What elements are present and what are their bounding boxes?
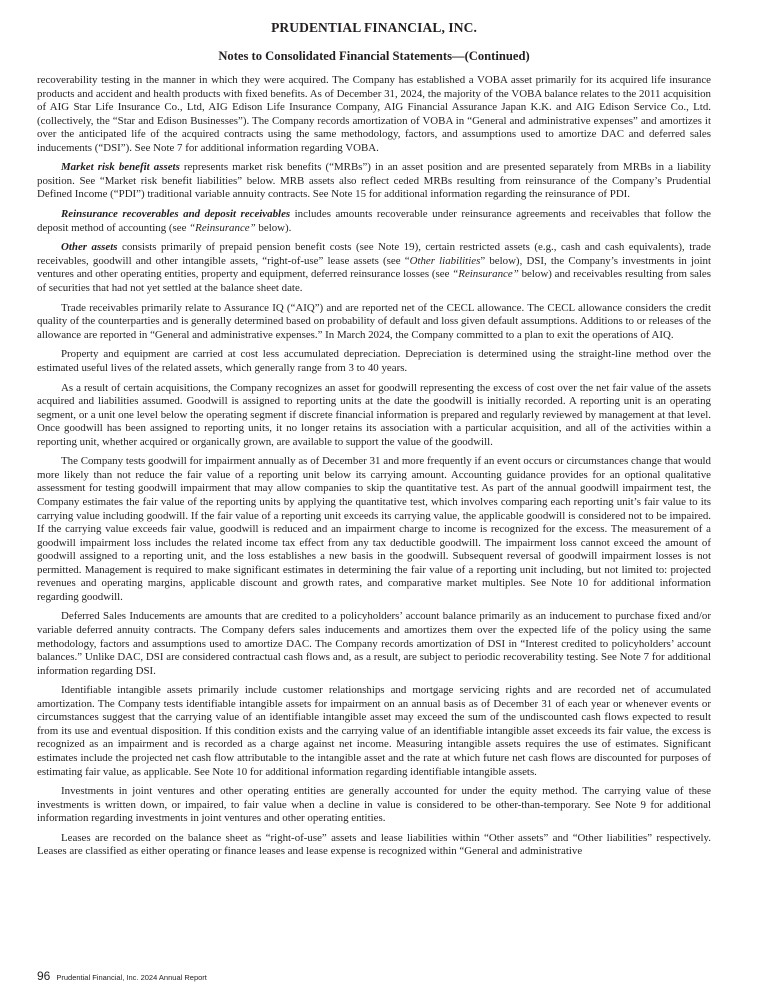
paragraph-trade-receivables xyxy=(37,302,711,343)
paragraph-text: Trade receivables primarily relate to Assurance IQ (“AIQ”) and are reported net of the CECL allowance. The CECL allowance considers the credit quality of the counterparties and is generally determined based on probability of default and loss given default assumptions. Additions to or releases of the allowance are reported in “General and administrative expenses.” In March 2024, the Company committed to a plan to exit the operations of AIQ. xyxy=(37,301,711,341)
cross-reference: “Reinsurance” xyxy=(452,268,519,281)
paragraph-text: below). xyxy=(255,221,292,234)
paragraph-text: Identifiable intangible assets primarily include customer relationships and mortgage servicing rights and are recorded net of accumulated amortization. The Company tests identifiable intangible assets for impairment on an annual basis as of December 31 of each year or whenever events or circumstances suggest that the carrying value of an identifiable intangible asset may exceed the sum of the undiscounted cash flows expected to result from its use and eventual disposition. If this condition exists and the carrying value of an identifiable intangible asset exceeds its fair value, the excess is recognized as an impairment and is recorded as a charge against net income. Measuring intangible assets requires the use of estimates. Significant estimates include the projected net cash flow attributable to the intangible asset and the rate at which future net cash flows are discounted for purposes of estimating fair value, as applicable. See Note 10 for additional information regarding identifiable intangible assets. xyxy=(37,684,711,778)
paragraph-property-equipment xyxy=(37,348,711,375)
paragraph-joint-ventures xyxy=(37,785,711,826)
section-subtitle: Notes to Consolidated Financial Statements—(Continued) xyxy=(218,49,530,63)
paragraph-reinsurance-recoverables xyxy=(37,208,711,235)
paragraph-text: Leases are recorded on the balance sheet as “right-of-use” assets and lease liabilities within “Other assets” and “Other liabilities” respectively. Leases are classified as either operating or finance leases and lease expense is recognized within “General and administrative xyxy=(37,831,711,858)
page-number: 96 xyxy=(37,969,51,983)
paragraph-text: below) and receivables resulting from sales of securities that had not yet settled at the balance sheet date. xyxy=(37,268,711,294)
cross-reference: Other liabilities xyxy=(409,254,481,267)
paragraph-text: includes amounts recoverable under reinsurance agreements and receivables that follow the deposit method of accounting (see xyxy=(37,208,711,234)
defined-term: Reinsurance recoverables and deposit receivables xyxy=(61,208,291,221)
cross-reference: “Reinsurance” xyxy=(189,221,256,234)
defined-term: Market risk benefit assets xyxy=(61,161,180,174)
paragraph-text: As a result of certain acquisitions, the Company recognizes an asset for goodwill representing the excess of cost over the net fair value of the assets acquired and liabilities assumed. Goodwill is assigned to reporting units at the date the goodwill is initially recorded. A reporting unit is an operating segment, or a unit one level below the operating segment if discrete financial information is prepared and regularly reviewed by management at that level. Once goodwill has been assigned to reporting units, it no longer retains its association with a particular acquisition, and all of the activities within a reporting unit, whether acquired or organically grown, are available to support the value of the goodwill. xyxy=(37,381,711,448)
report-title: Prudential Financial, Inc. 2024 Annual Report xyxy=(56,973,207,982)
paragraph-text: recoverability testing in the manner in which they were acquired. The Company has established a VOBA asset primarily for its acquired life insurance products and accident and health products with fixed benefits. As of December 31, 2024, the majority of the VOBA balance relates to the 2011 acquisition of AIG Star Life Insurance Co., Ltd, AIG Edison Life Insurance Company, AIG Financial Assurance Japan K.K. and AIG Edison Service Co., Ltd. (collectively, the “Star and Edison Businesses”). The Company records amortization of VOBA in “General and administrative expenses” and amortizes it over the anticipated life of the acquired contracts using the same methodology, factors, and assumptions used to amortize DAC and deferred sales inducements (“DSI”). See Note 7 for additional information regarding VOBA. xyxy=(37,74,711,154)
page-footer xyxy=(37,967,207,985)
paragraph-text: represents market risk benefits (“MRBs”) in an asset position and are presented separately from MRBs in a liability position. See “Market risk benefit liabilities” below. MRB assets also reflect ceded MRBs resulting from reinsurance of the Company’s Prudential Defined Income (“PDI”) traditional variable annuity contracts. See Note 15 for additional information regarding the reinsurance of PDI. xyxy=(37,161,711,201)
paragraph-voba xyxy=(37,74,711,155)
paragraph-goodwill-impairment xyxy=(37,455,711,604)
paragraph-other-assets xyxy=(37,241,711,295)
document-body xyxy=(37,74,711,865)
paragraph-goodwill xyxy=(37,382,711,450)
paragraph-market-risk-benefit-assets xyxy=(37,161,711,202)
paragraph-deferred-sales-inducements xyxy=(37,610,711,678)
company-name-heading: PRUDENTIAL FINANCIAL, INC. xyxy=(271,20,477,35)
defined-term: Other assets xyxy=(61,241,118,254)
paragraph-text: The Company tests goodwill for impairment annually as of December 31 and more frequently if an event occurs or circumstances change that would more likely than not reduce the fair value of a reporting unit below its carrying amount. Accounting guidance provides for an optional qualitative assessment for testing goodwill impairment that may allow companies to skip the quantitative test. As part of the annual goodwill impairment test, the Company estimates the fair value of the reporting units by applying the quantitative test, which involves comparing each reporting unit’s fair value to its carrying value including goodwill. If the fair value of a reporting unit exceeds its carrying value, the applicable goodwill is considered not to be impaired. If the carrying value exceeds fair value, goodwill is reduced and an impairment charge to income is recognized for the excess. The measurement of a goodwill impairment loss includes the related income tax effect from any tax deductible goodwill. The impairment loss cannot exceed the amount of goodwill assigned to a reporting unit, and the loss establishes a new basis in the goodwill. Subsequent reversal of goodwill impairment losses is not permitted. Management is required to make significant estimates in determining the fair value of a reporting unit including, but not limited to: projected revenues and operating margins, applicable discount and growth rates, and comparative market multiples. See Note 10 for additional information regarding goodwill. xyxy=(37,455,711,603)
paragraph-text: ” below), DSI, the Company’s investments in joint ventures and other operating entities, property and equipment, deferred reinsurance losses (see xyxy=(37,254,711,281)
paragraph-text: Deferred Sales Inducements are amounts that are credited to a policyholders’ account balance primarily as an inducement to purchase fixed and/or variable deferred annuity contracts. The Company defers sales inducements and amortizes them over the expected life of the policy using the same methodology, factors and assumptions used to amortize DAC. The Company records amortization of DSI in “Interest credited to policyholders’ account balances.” Unlike DAC, DSI are considered contractual cash flows and, as a result, are subject to periodic recoverability testing. See Note 7 for additional information regarding DSI. xyxy=(37,610,711,677)
paragraph-text: Property and equipment are carried at cost less accumulated depreciation. Depreciation is determined using the straight-line method over the estimated useful lives of the related assets, which generally range from 3 to 40 years. xyxy=(37,348,711,374)
paragraph-leases xyxy=(37,832,711,859)
paragraph-identifiable-intangibles xyxy=(37,684,711,779)
paragraph-text: consists primarily of prepaid pension benefit costs (see Note 19), certain restricted assets (e.g., cash and cash equivalents), trade receivables, goodwill and other intangible assets, “right-of-use” lease assets (see “ xyxy=(37,241,712,267)
paragraph-text: Investments in joint ventures and other operating entities are generally accounted for under the equity method. The carrying value of these investments is written down, or impaired, to fair value when a decline in value is considered to be other-than-temporary. See Note 9 for additional information regarding investments in joint ventures and other operating entities. xyxy=(37,785,711,825)
